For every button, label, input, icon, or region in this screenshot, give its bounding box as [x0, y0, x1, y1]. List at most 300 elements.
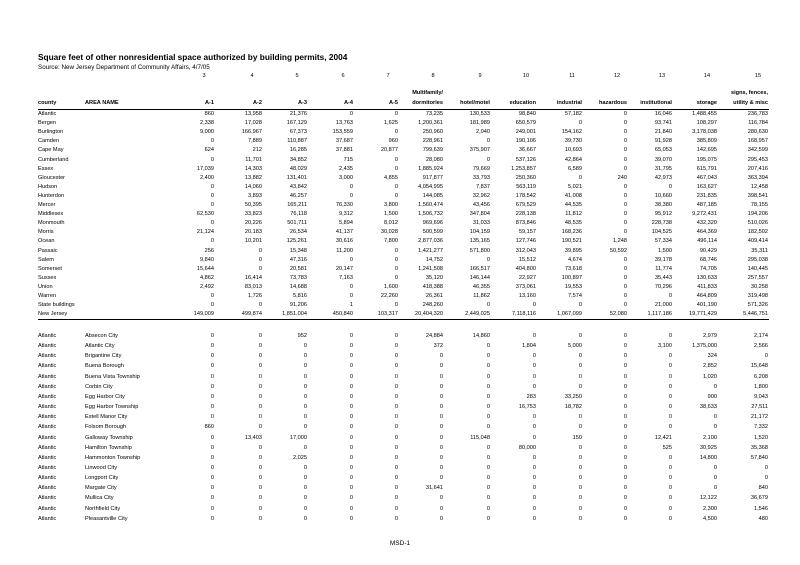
column-header: education	[509, 100, 536, 106]
table-cell: 212	[252, 147, 262, 154]
table-row	[0, 474, 800, 483]
table-cell: 46,257	[289, 192, 307, 199]
table-cell: 43,456	[472, 202, 490, 208]
table-cell: 0	[349, 424, 353, 431]
table-cell: 0	[668, 515, 672, 522]
table-cell: 952	[297, 333, 307, 339]
table-cell: 4,862	[200, 274, 214, 281]
table-cell: 0	[439, 505, 443, 512]
table-cell: 1,500	[384, 211, 398, 218]
table-cell: 0	[623, 464, 627, 471]
table-cell: Atlantic	[38, 454, 57, 461]
table-cell: 0	[349, 373, 353, 380]
table-cell: 20,581	[289, 265, 307, 272]
table-cell: 7,800	[384, 238, 398, 245]
table-cell: Hammonton Township	[85, 454, 141, 461]
table-cell: 228,138	[515, 211, 536, 218]
table-cell: 0	[258, 424, 262, 431]
table-cell: 0	[439, 363, 443, 370]
table-cell: 1,241,508	[418, 265, 443, 272]
table-row	[0, 413, 800, 422]
table-cell: 0	[394, 247, 398, 254]
table-cell: 0	[623, 485, 627, 492]
table-cell: 14,688	[289, 283, 307, 290]
table-cell: 900	[707, 393, 717, 400]
table-cell: 0	[394, 434, 398, 441]
table-cell: 0	[439, 353, 443, 360]
header-multifamily: Multifamily/	[412, 90, 443, 96]
table-cell: Margate City	[85, 485, 117, 492]
column-header: utility & misc	[733, 100, 768, 106]
table-cell: 0	[713, 464, 717, 471]
table-cell: 0	[210, 333, 214, 339]
table-cell: Ocean	[38, 238, 55, 245]
table-cell: 0	[349, 363, 353, 370]
table-cell: 250,360	[515, 174, 536, 181]
table-cell: 363,394	[747, 174, 768, 181]
table-cell: 373,061	[515, 283, 536, 290]
table-cell: 20,183	[244, 229, 262, 236]
table-cell: 571,326	[747, 302, 768, 309]
table-cell: 496,114	[697, 238, 717, 245]
table-row	[0, 137, 800, 146]
table-cell: 0	[578, 495, 582, 502]
table-cell: 525	[662, 444, 672, 451]
table-cell: Essex	[38, 165, 54, 172]
table-cell: 324	[707, 353, 717, 360]
table-cell: 46,355	[472, 283, 490, 290]
table-cell: 0	[258, 515, 262, 522]
table-cell: State buildings	[38, 302, 75, 309]
table-cell: Atlantic	[38, 404, 57, 411]
table-cell: 27,511	[751, 404, 768, 411]
table-cell: 0	[532, 495, 536, 502]
table-cell: 615,791	[696, 165, 717, 172]
table-cell: 0	[210, 464, 214, 471]
table-cell: 2,400	[200, 174, 214, 181]
table-cell: 0	[623, 393, 627, 400]
table-cell: 62,530	[196, 211, 214, 218]
table-cell: 0	[258, 353, 262, 360]
table-cell: 0	[258, 302, 262, 309]
table-cell: 0	[439, 515, 443, 522]
table-cell: 15,512	[518, 256, 536, 263]
table-cell: 17,000	[289, 434, 307, 441]
table-cell: 116,784	[748, 120, 768, 127]
table-cell: Atlantic	[38, 333, 57, 339]
table-cell: 679,529	[515, 202, 536, 208]
table-row	[0, 210, 800, 219]
table-cell: 0	[764, 353, 768, 360]
table-cell: 228,961	[422, 138, 443, 145]
table-cell: 9,312	[339, 211, 353, 218]
table-cell: 0	[486, 343, 490, 350]
table-cell: 39,070	[654, 156, 672, 163]
table-cell: 2,300	[703, 505, 717, 512]
table-cell: 0	[578, 302, 582, 309]
table-cell: 0	[578, 485, 582, 492]
table-cell: 127,746	[515, 238, 536, 245]
table-cell: 57,840	[750, 454, 768, 461]
table-cell: 24,884	[425, 333, 443, 339]
table-cell: 0	[394, 424, 398, 431]
column-number: 9	[478, 73, 482, 79]
table-cell: 0	[439, 475, 443, 482]
table-cell: 0	[623, 147, 627, 154]
table-cell: 8,012	[384, 220, 398, 227]
table-cell: 0	[578, 454, 582, 461]
table-cell: 563,119	[516, 183, 536, 190]
table-row	[0, 146, 800, 155]
table-cell: 0	[210, 238, 214, 245]
table-cell: 0	[623, 515, 627, 522]
table-cell: 33,250	[564, 393, 582, 400]
table-cell: 1,200,361	[418, 120, 443, 127]
table-cell: 0	[668, 475, 672, 482]
table-cell: 2,449,025	[465, 311, 490, 318]
table-cell: 0	[394, 302, 398, 309]
table-cell: 0	[532, 485, 536, 492]
table-row	[0, 484, 800, 493]
table-cell: 250,960	[422, 129, 443, 136]
table-cell: 18,782	[564, 404, 582, 411]
table-cell: 0	[623, 274, 627, 281]
table-cell: 67,373	[289, 129, 307, 136]
table-cell: 38,380	[654, 202, 672, 208]
table-cell: Monmouth	[38, 220, 65, 227]
table-cell: Burlington	[38, 129, 64, 136]
table-cell: 1,560,474	[418, 202, 443, 208]
table-cell: 26,534	[289, 229, 307, 236]
table-cell: 103,317	[377, 311, 398, 318]
table-cell: 0	[486, 353, 490, 360]
table-cell: 13,882	[244, 174, 262, 181]
table-cell: Atlantic	[38, 111, 57, 117]
table-cell: 26,361	[425, 293, 443, 299]
table-cell: 1,625	[384, 120, 398, 127]
table-cell: 1,500	[658, 247, 672, 254]
column-number: 13	[658, 73, 666, 79]
table-cell: 0	[578, 383, 582, 390]
table-cell: 0	[303, 444, 307, 451]
table-cell: 0	[394, 192, 398, 199]
table-cell: 0	[303, 373, 307, 380]
table-cell: 57,334	[654, 238, 672, 245]
header-top-row	[0, 89, 800, 98]
table-cell: 450,840	[332, 311, 353, 318]
table-cell: 0	[623, 414, 627, 421]
table-cell: 0	[258, 256, 262, 263]
table-cell: Atlantic	[38, 475, 57, 482]
column-number: 8	[431, 73, 435, 79]
table-cell: 91,206	[289, 302, 307, 309]
table-cell: 76,330	[335, 202, 353, 208]
table-cell: 312,043	[515, 247, 536, 254]
table-cell: Atlantic	[38, 353, 57, 360]
table-cell: 295,038	[747, 256, 768, 263]
table-cell: 0	[394, 505, 398, 512]
table-cell: 0	[258, 247, 262, 254]
table-cell: 240	[617, 174, 627, 181]
table-cell: 0	[349, 495, 353, 502]
table-row	[0, 292, 800, 301]
table-cell: 13,403	[244, 434, 262, 441]
table-cell: 0	[349, 454, 353, 461]
table-cell: 0	[532, 505, 536, 512]
table-cell: 73,783	[289, 274, 307, 281]
table-cell: 4,855	[384, 174, 398, 181]
table-cell: 0	[349, 192, 353, 199]
table-cell: 0	[349, 444, 353, 451]
table-cell: 17,039	[196, 165, 214, 172]
table-cell: 0	[258, 464, 262, 471]
table-cell: 0	[210, 444, 214, 451]
table-cell: 140,445	[747, 265, 768, 272]
table-cell: 0	[486, 393, 490, 400]
table-cell: 0	[623, 265, 627, 272]
table-cell: 0	[668, 454, 672, 461]
column-header: A-5	[388, 100, 398, 106]
separator-rule	[38, 319, 769, 320]
table-cell: 0	[486, 454, 490, 461]
report-source: Source: New Jersey Department of Community Affairs, 4/7/05	[38, 64, 210, 71]
table-cell: 21,376	[289, 111, 307, 117]
table-cell: 182,502	[747, 229, 768, 236]
table-cell: 7,332	[754, 424, 768, 431]
table-row	[0, 201, 800, 210]
table-row	[0, 332, 800, 341]
table-cell: 0	[623, 302, 627, 309]
table-row	[0, 247, 800, 256]
table-cell: 2,040	[476, 129, 490, 136]
table-cell: 13,958	[244, 111, 262, 117]
table-cell: 0	[623, 495, 627, 502]
table-cell: 0	[486, 495, 490, 502]
column-number: 6	[341, 73, 345, 79]
table-cell: 34,852	[289, 156, 307, 163]
table-cell: 153,559	[332, 129, 353, 136]
table-cell: Hudson	[38, 183, 58, 190]
table-cell: 0	[764, 464, 768, 471]
table-cell: 0	[349, 283, 353, 290]
table-cell: 0	[303, 343, 307, 350]
table-row	[0, 128, 800, 137]
table-row	[0, 342, 800, 351]
table-cell: 0	[623, 220, 627, 227]
table-cell: 385,809	[696, 138, 717, 145]
table-cell: 178,542	[515, 192, 536, 199]
table-cell: 9,840	[200, 256, 214, 263]
column-number: 11	[569, 73, 575, 79]
table-cell: 0	[258, 485, 262, 492]
table-cell: 248,260	[422, 302, 443, 309]
table-row	[0, 156, 800, 165]
table-cell: 0	[668, 464, 672, 471]
table-row	[0, 393, 800, 402]
header-signs: signs, fences,	[731, 90, 768, 96]
table-cell: 0	[623, 404, 627, 411]
table-cell: 44,535	[564, 202, 582, 208]
table-cell: 0	[532, 424, 536, 431]
table-cell: 404,800	[515, 265, 536, 272]
table-cell: 16,753	[518, 404, 536, 411]
table-cell: 411,833	[697, 283, 717, 290]
table-cell: 39,730	[564, 138, 582, 145]
column-number: 4	[250, 73, 254, 79]
table-cell: 0	[532, 454, 536, 461]
table-cell: 11,774	[655, 265, 672, 272]
column-header: dormitories	[412, 100, 443, 106]
table-cell: 36,667	[518, 147, 536, 154]
table-cell: Salem	[38, 256, 54, 263]
table-cell: 0	[623, 475, 627, 482]
table-cell: 144,085	[422, 192, 443, 199]
table-cell: 3,800	[384, 202, 398, 208]
table-cell: 0	[349, 485, 353, 492]
table-cell: 0	[578, 373, 582, 380]
table-cell: 47,316	[289, 256, 307, 263]
table-cell: 5,816	[293, 293, 307, 299]
table-cell: 537,126	[515, 156, 536, 163]
table-cell: 0	[394, 256, 398, 263]
table-cell: 68,746	[699, 256, 717, 263]
table-cell: 0	[394, 383, 398, 390]
table-cell: 125,261	[286, 238, 307, 245]
table-cell: 149,009	[193, 311, 214, 318]
table-cell: 35,368	[750, 444, 768, 451]
table-row	[0, 464, 800, 473]
table-cell: 0	[210, 475, 214, 482]
table-cell: 0	[578, 475, 582, 482]
table-cell: 0	[623, 363, 627, 370]
table-cell: 190,521	[561, 238, 582, 245]
table-cell: Warren	[38, 293, 57, 299]
table-cell: Atlantic	[38, 444, 57, 451]
table-cell: 12,421	[654, 434, 672, 441]
table-cell: 2,025	[293, 454, 307, 461]
table-cell: 0	[439, 373, 443, 380]
table-cell: 79,669	[472, 165, 490, 172]
table-cell: Egg Harbor City	[85, 393, 125, 400]
table-cell: 319,498	[747, 293, 768, 299]
table-cell: 0	[349, 404, 353, 411]
table-cell: 0	[486, 256, 490, 263]
table-cell: 0	[668, 373, 672, 380]
table-cell: Atlantic	[38, 515, 57, 522]
table-cell: Atlantic	[38, 495, 57, 502]
table-cell: 0	[486, 383, 490, 390]
table-cell: Brigantine City	[85, 353, 122, 360]
table-cell: 0	[486, 404, 490, 411]
table-cell: 11,200	[336, 247, 353, 254]
table-cell: 0	[210, 383, 214, 390]
table-cell: 131,401	[286, 174, 307, 181]
table-cell: New Jersey	[38, 311, 68, 318]
column-number: 14	[703, 73, 711, 79]
table-row	[0, 403, 800, 412]
column-header: A-4	[343, 100, 353, 106]
table-cell: 0	[578, 444, 582, 451]
column-header: industrial	[556, 100, 582, 106]
table-cell: 0	[394, 485, 398, 492]
table-cell: 0	[394, 129, 398, 136]
table-cell: 0	[394, 475, 398, 482]
table-cell: 6,208	[754, 373, 768, 380]
table-cell: 35,120	[425, 274, 443, 281]
table-cell: 480	[758, 515, 768, 522]
table-cell: 37,881	[335, 147, 353, 154]
table-cell: 0	[258, 383, 262, 390]
table-cell: 0	[578, 515, 582, 522]
table-cell: 0	[623, 343, 627, 350]
table-cell: 168,957	[747, 138, 768, 145]
table-cell: 0	[394, 111, 398, 117]
table-cell: 715	[343, 156, 353, 163]
table-cell: 347,804	[469, 211, 490, 218]
column-number: 7	[386, 73, 390, 79]
table-row	[0, 110, 800, 119]
table-cell: Pleasantville City	[85, 515, 128, 522]
table-cell: 0	[210, 363, 214, 370]
table-cell: 0	[623, 505, 627, 512]
header-row	[0, 99, 800, 108]
table-cell: 0	[623, 165, 627, 172]
column-number: 10	[522, 73, 530, 79]
table-cell: 960	[388, 138, 398, 145]
table-cell: 83,013	[244, 283, 262, 290]
table-cell: 73,618	[564, 265, 582, 272]
table-cell: 14,303	[244, 165, 262, 172]
table-cell: 2,877,036	[418, 238, 443, 245]
table-cell: 5,021	[568, 183, 582, 190]
table-cell: 0	[486, 444, 490, 451]
table-cell: 19,771,429	[689, 311, 717, 318]
table-cell: 37,687	[335, 138, 353, 145]
table-cell: 0	[578, 333, 582, 339]
table-cell: 375,907	[469, 147, 490, 154]
table-cell: 650,579	[515, 120, 536, 127]
table-cell: 1,885,924	[418, 165, 443, 172]
table-cell: 14,752	[425, 256, 443, 263]
table-cell: 0	[532, 475, 536, 482]
table-cell: 0	[623, 333, 627, 339]
table-cell: 0	[349, 393, 353, 400]
table-row	[0, 283, 800, 292]
table-cell: 0	[439, 464, 443, 471]
table-row	[0, 228, 800, 237]
table-row	[0, 237, 800, 246]
table-cell: 499,874	[241, 311, 262, 318]
table-cell: 432,320	[696, 220, 717, 227]
table-cell: 0	[623, 120, 627, 127]
table-cell: 840	[758, 485, 768, 492]
table-cell: 0	[258, 404, 262, 411]
table-cell: 9,043	[754, 393, 768, 400]
table-cell: 0	[486, 156, 490, 163]
table-cell: 31,033	[472, 220, 490, 227]
table-cell: 0	[532, 434, 536, 441]
report-title: Square feet of other nonresidential space authorized by building permits, 2004	[38, 52, 348, 62]
table-cell: 0	[532, 353, 536, 360]
table-cell: 0	[210, 156, 214, 163]
table-cell: 0	[439, 495, 443, 502]
table-cell: Atlantic	[38, 383, 57, 390]
table-cell: 0	[210, 202, 214, 208]
table-cell: 5,000	[568, 343, 582, 350]
table-cell: 398,541	[747, 192, 768, 199]
table-cell: 33,823	[244, 211, 262, 218]
table-cell: 228,738	[651, 220, 672, 227]
